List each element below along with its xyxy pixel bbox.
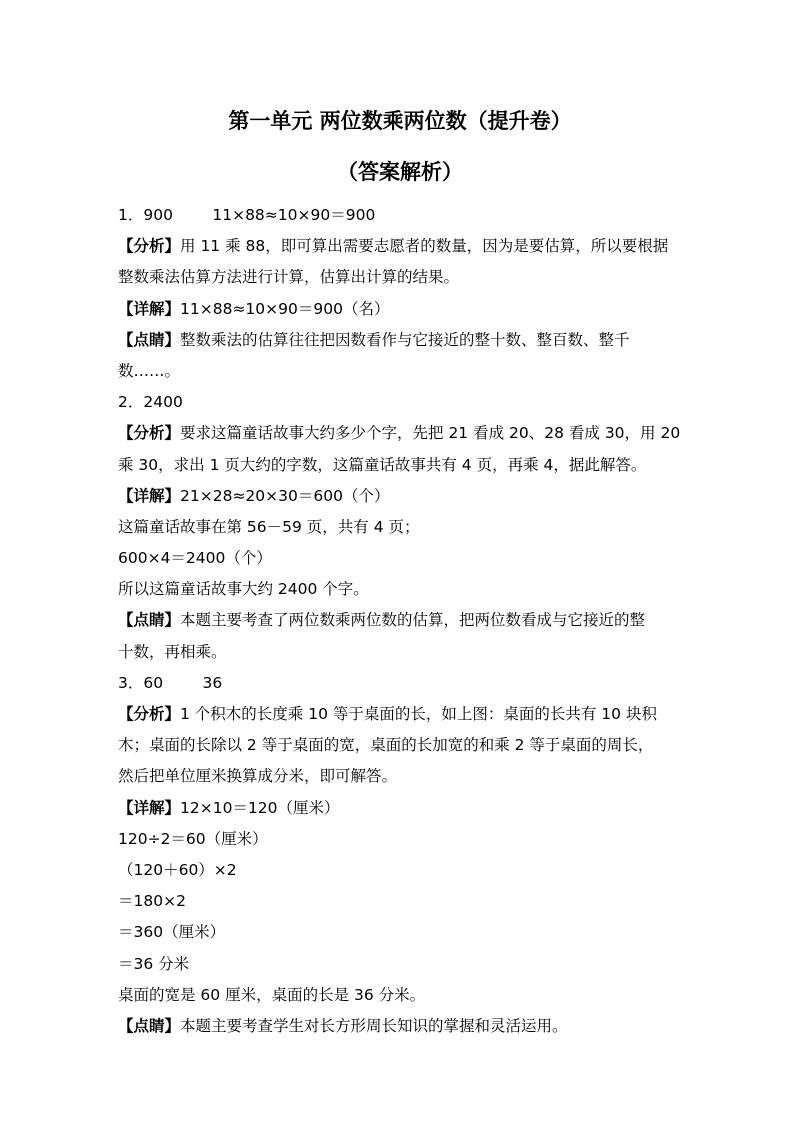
line-text: 21×28≈20×30＝600（个） <box>180 486 390 505</box>
text-line <box>118 855 688 886</box>
text-line <box>118 730 688 761</box>
text-line <box>118 200 688 231</box>
text-line <box>118 980 688 1011</box>
text-line <box>118 512 688 543</box>
section-tag: 【详解】 <box>118 299 181 318</box>
line-text: 1 个积木的长度乘 10 等于桌面的长，如上图：桌面的长共有 10 块积 <box>180 705 657 723</box>
text-line <box>118 824 688 855</box>
text-line <box>118 262 688 293</box>
text-line <box>118 793 688 824</box>
text-line <box>118 917 688 948</box>
text-line <box>118 637 688 668</box>
line-text: 1．900 11×88≈10×90＝900 <box>118 206 376 224</box>
section-tag: 【分析】 <box>118 424 181 443</box>
text-line <box>118 418 688 449</box>
text-line <box>118 886 688 917</box>
text-line <box>118 356 688 387</box>
line-text: 这篇童话故事在第 56－59 页，共有 4 页； <box>118 517 420 536</box>
line-text: 整数乘法估算方法进行计算，估算出计算的结果。 <box>118 268 460 287</box>
section-tag: 【分析】 <box>118 237 181 256</box>
answer-body <box>118 200 688 1042</box>
line-text: 用 11 乘 88，即可算出需要志愿者的数量，因为是要估算，所以要根据 <box>180 237 669 256</box>
line-text: 所以这篇童话故事大约 2400 个字。 <box>118 580 369 599</box>
line-text: ＝360（厘米） <box>118 923 226 942</box>
line-text: 120÷2＝60（厘米） <box>118 829 268 848</box>
line-text: ＝36 分米 <box>118 954 190 973</box>
line-text: （120＋60）×2 <box>118 860 237 879</box>
line-text: 12×10＝120（厘米） <box>180 798 340 817</box>
text-line <box>118 543 688 574</box>
section-tag: 【分析】 <box>118 705 181 723</box>
line-text: 然后把单位厘米换算成分米，即可解答。 <box>118 767 398 786</box>
line-text: 十数，再相乘。 <box>118 642 227 661</box>
line-text: 木；桌面的长除以 2 等于桌面的宽，桌面的长加宽的和乘 2 等于桌面的周长， <box>118 736 654 755</box>
page-title: 第一单元 两位数乘两位数（提升卷） <box>228 109 572 133</box>
section-tag: 【详解】 <box>118 798 181 817</box>
section-tag: 【点睛】 <box>118 1016 181 1035</box>
line-text: 本题主要考查了两位数乘两位数的估算，把两位数看成与它接近的整 <box>180 611 646 630</box>
section-tag: 【详解】 <box>118 486 181 505</box>
text-line <box>118 387 688 418</box>
line-text: ＝180×2 <box>118 892 186 911</box>
line-text: 2．2400 <box>118 393 183 412</box>
section-tag: 【点睛】 <box>118 611 181 630</box>
text-line <box>118 668 688 699</box>
line-text: 桌面的宽是 60 厘米，桌面的长是 36 分米。 <box>118 985 426 1004</box>
text-line <box>118 699 688 730</box>
line-text: 乘 30，求出 1 页大约的字数，这篇童话故事共有 4 页，再乘 4，据此解答。 <box>118 455 647 474</box>
text-line <box>118 605 688 636</box>
line-text: 600×4＝2400（个） <box>118 549 272 568</box>
text-line <box>118 325 688 356</box>
line-text: 3．60 36 <box>118 673 223 692</box>
text-line <box>118 949 688 980</box>
line-text: 本题主要考查学生对长方形周长知识的掌握和灵活运用。 <box>180 1016 568 1035</box>
line-text: 要求这篇童话故事大约多少个字，先把 21 看成 20、28 看成 30，用 20 <box>180 424 681 443</box>
line-text: 整数乘法的估算往往把因数看作与它接近的整十数、整百数、整千 <box>180 330 630 349</box>
line-text: 11×88≈10×90＝900（名） <box>180 299 390 318</box>
section-tag: 【点睛】 <box>118 330 181 349</box>
text-line <box>118 481 688 512</box>
text-line <box>118 574 688 605</box>
text-line <box>118 450 688 481</box>
line-text: 数……。 <box>118 361 181 380</box>
text-line <box>118 231 688 262</box>
text-line <box>118 761 688 792</box>
text-line <box>118 294 688 325</box>
page-subtitle: （答案解析） <box>337 160 463 184</box>
text-line <box>118 1011 688 1042</box>
